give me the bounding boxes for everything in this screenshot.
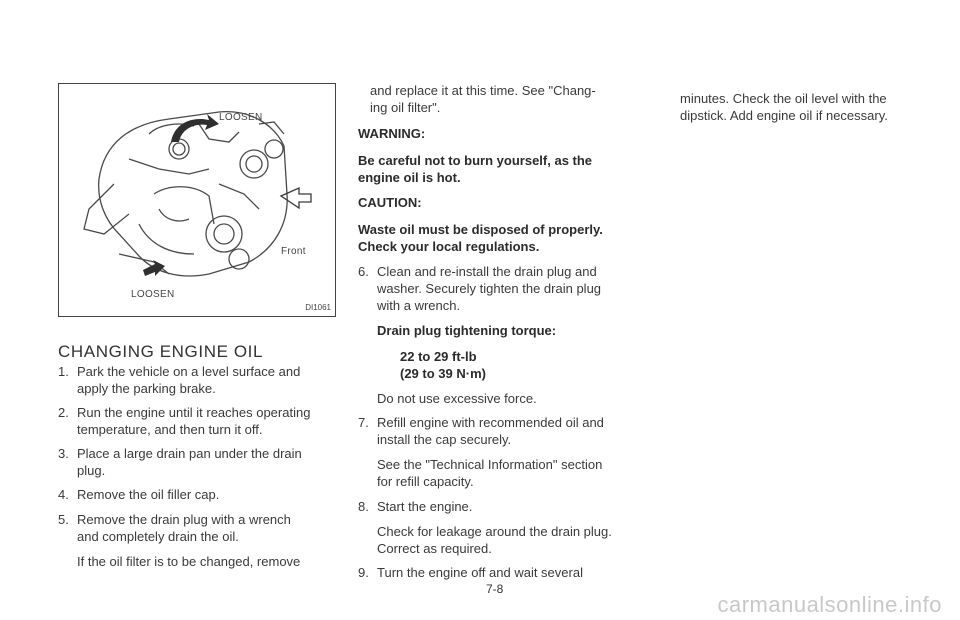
step-2-number: 2.	[58, 405, 69, 420]
step-4-line-1: Remove the oil filler cap.	[77, 487, 220, 502]
step-5-line-2: and completely drain the oil.	[77, 529, 239, 544]
step-3-line-2: plug.	[77, 463, 106, 478]
step-2-line-1: Run the engine until it reaches operating	[77, 405, 311, 420]
engine-diagram-figure	[58, 83, 336, 317]
torque-value-imperial: 22 to 29 ft-lb	[400, 349, 477, 364]
step-7-line-1: Refill engine with recommended oil and	[377, 415, 604, 430]
continued-right-line-2: dipstick. Add engine oil if necessary.	[680, 108, 888, 123]
step-6-line-1: Clean and re-install the drain plug and	[377, 264, 597, 279]
loosen-label-bottom: LOOSEN	[131, 289, 175, 300]
torque-note: Do not use excessive force.	[377, 391, 537, 406]
caution-line-2: Check your local regulations.	[358, 239, 540, 254]
step-3-line-1: Place a large drain pan under the drain	[77, 446, 302, 461]
continued-line-1: and replace it at this time. See "Chang-	[370, 83, 596, 98]
step-5-line-1: Remove the drain plug with a wrench	[77, 512, 291, 527]
torque-heading: Drain plug tightening torque:	[377, 323, 557, 338]
step-5-number: 5.	[58, 512, 69, 527]
step-8-line-1: Start the engine.	[377, 499, 473, 514]
front-label: Front	[281, 246, 306, 257]
step-3-number: 3.	[58, 446, 69, 461]
caution-line-1: Waste oil must be disposed of properly.	[358, 222, 603, 237]
engine-illustration	[59, 84, 335, 316]
step-4-number: 4.	[58, 487, 69, 502]
continued-line-2: ing oil filter".	[370, 100, 441, 115]
watermark: carmanualsonline.info	[717, 592, 942, 617]
step-8-line-2: Check for leakage around the drain plug.	[377, 524, 612, 539]
step-2-line-2: temperature, and then turn it off.	[77, 422, 263, 437]
step-1-line-1: Park the vehicle on a level surface and	[77, 364, 301, 379]
warning-line-1: Be careful not to burn yourself, as the	[358, 153, 593, 168]
step-1-number: 1.	[58, 364, 69, 379]
step-8-number: 8.	[358, 499, 369, 514]
warning-heading: WARNING:	[358, 126, 426, 141]
continued-right-line-1: minutes. Check the oil level with the	[680, 91, 887, 106]
step-7-line-4: for refill capacity.	[377, 474, 474, 489]
step-7-line-2: install the cap securely.	[377, 432, 512, 447]
torque-value-metric: (29 to 39 N·m)	[400, 366, 486, 381]
step-7-number: 7.	[358, 415, 369, 430]
caution-heading: CAUTION:	[358, 195, 422, 210]
step-8-line-3: Correct as required.	[377, 541, 492, 556]
section-heading: CHANGING ENGINE OIL	[58, 342, 264, 362]
step-1-line-2: apply the parking brake.	[77, 381, 216, 396]
step-7-line-3: See the "Technical Information" section	[377, 457, 603, 472]
step-6-number: 6.	[358, 264, 369, 279]
loosen-label-top: LOOSEN	[219, 112, 263, 123]
step-9-number: 9.	[358, 565, 369, 580]
step-5-line-3: If the oil filter is to be changed, remove	[77, 554, 301, 569]
warning-line-2: engine oil is hot.	[358, 170, 461, 185]
step-9-line-1: Turn the engine off and wait several	[377, 565, 583, 580]
step-6-line-3: with a wrench.	[377, 298, 461, 313]
figure-code: DI1061	[305, 303, 331, 312]
step-6-line-2: washer. Securely tighten the drain plug	[377, 281, 602, 296]
page-number: 7-8	[486, 582, 504, 596]
